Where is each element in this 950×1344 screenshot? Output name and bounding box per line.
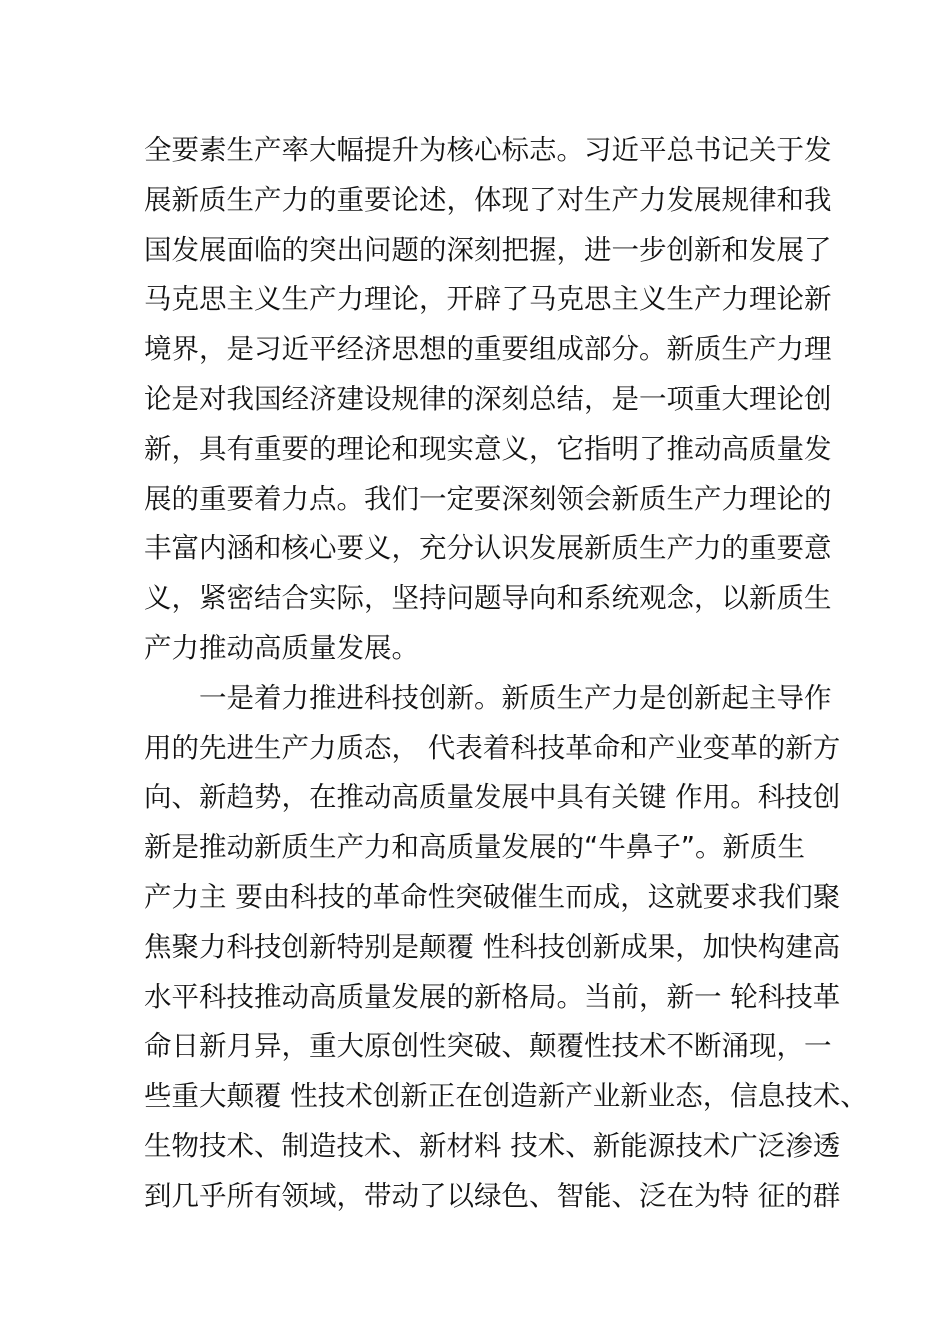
text-line: 水平科技推动高质量发展的新格局。当前，新一 轮科技革 [144,980,841,1013]
text-line: 产力主 要由科技的革命性突破催生而成，这就要求我们聚 [144,880,841,913]
text-line: 向、新趋势，在推动高质量发展中具有关键 作用。科技创 [144,781,841,814]
text-line: 国发展面临的突出问题的深刻把握，进一步创新和发展了 [144,233,832,266]
text-line: 展新质生产力的重要论述，体现了对生产力发展规律和我 [144,183,832,216]
paragraph-1 [144,126,832,674]
text-line: 命日新月异，重大原创性突破、颠覆性技术不断涌现，一 [144,1030,832,1063]
text-line: 全要素生产率大幅提升为核心标志。习近平总书记关于发 [144,134,832,166]
text-line: 到几乎所有领域，带动了以绿色、智能、泛在为特 征的群 [144,1179,841,1212]
text-line: 焦聚力科技创新特别是颠覆 性科技创新成果，加快构建高 [144,930,841,963]
text-line: 生物技术、制造技术、新材料 技术、新能源技术广泛渗透 [144,1129,841,1162]
text-line: 新是推动新质生产力和高质量发展的“牛鼻子”。新质生 [144,831,805,864]
text-line: 丰富内涵和核心要义，充分认识发展新质生产力的重要意 [144,532,832,565]
text-line: 些重大颠覆 性技术创新正在创造新产业新业态，信息技术、 [144,1080,868,1113]
text-line: 产力推动高质量发展。 [144,631,419,664]
paragraph-2 [144,674,868,1222]
text-line: 一是着力推进科技创新。新质生产力是创新起主导作 [199,681,832,714]
text-line: 论是对我国经济建设规律的深刻总结，是一项重大理论创 [144,382,832,415]
text-line: 新，具有重要的理论和现实意义，它指明了推动高质量发 [144,432,832,465]
text-line: 马克思主义生产力理论，开辟了马克思主义生产力理论新 [144,283,832,316]
text-line: 用的先进生产力质态， 代表着科技革命和产业变革的新方 [144,731,841,764]
text-line: 展的重要着力点。我们一定要深刻领会新质生产力理论的 [144,482,832,515]
text-line: 境界，是习近平经济思想的重要组成部分。新质生产力理 [144,333,832,366]
text-line: 义，紧密结合实际，坚持问题导向和系统观念，以新质生 [144,582,832,615]
document-body [144,126,868,1222]
